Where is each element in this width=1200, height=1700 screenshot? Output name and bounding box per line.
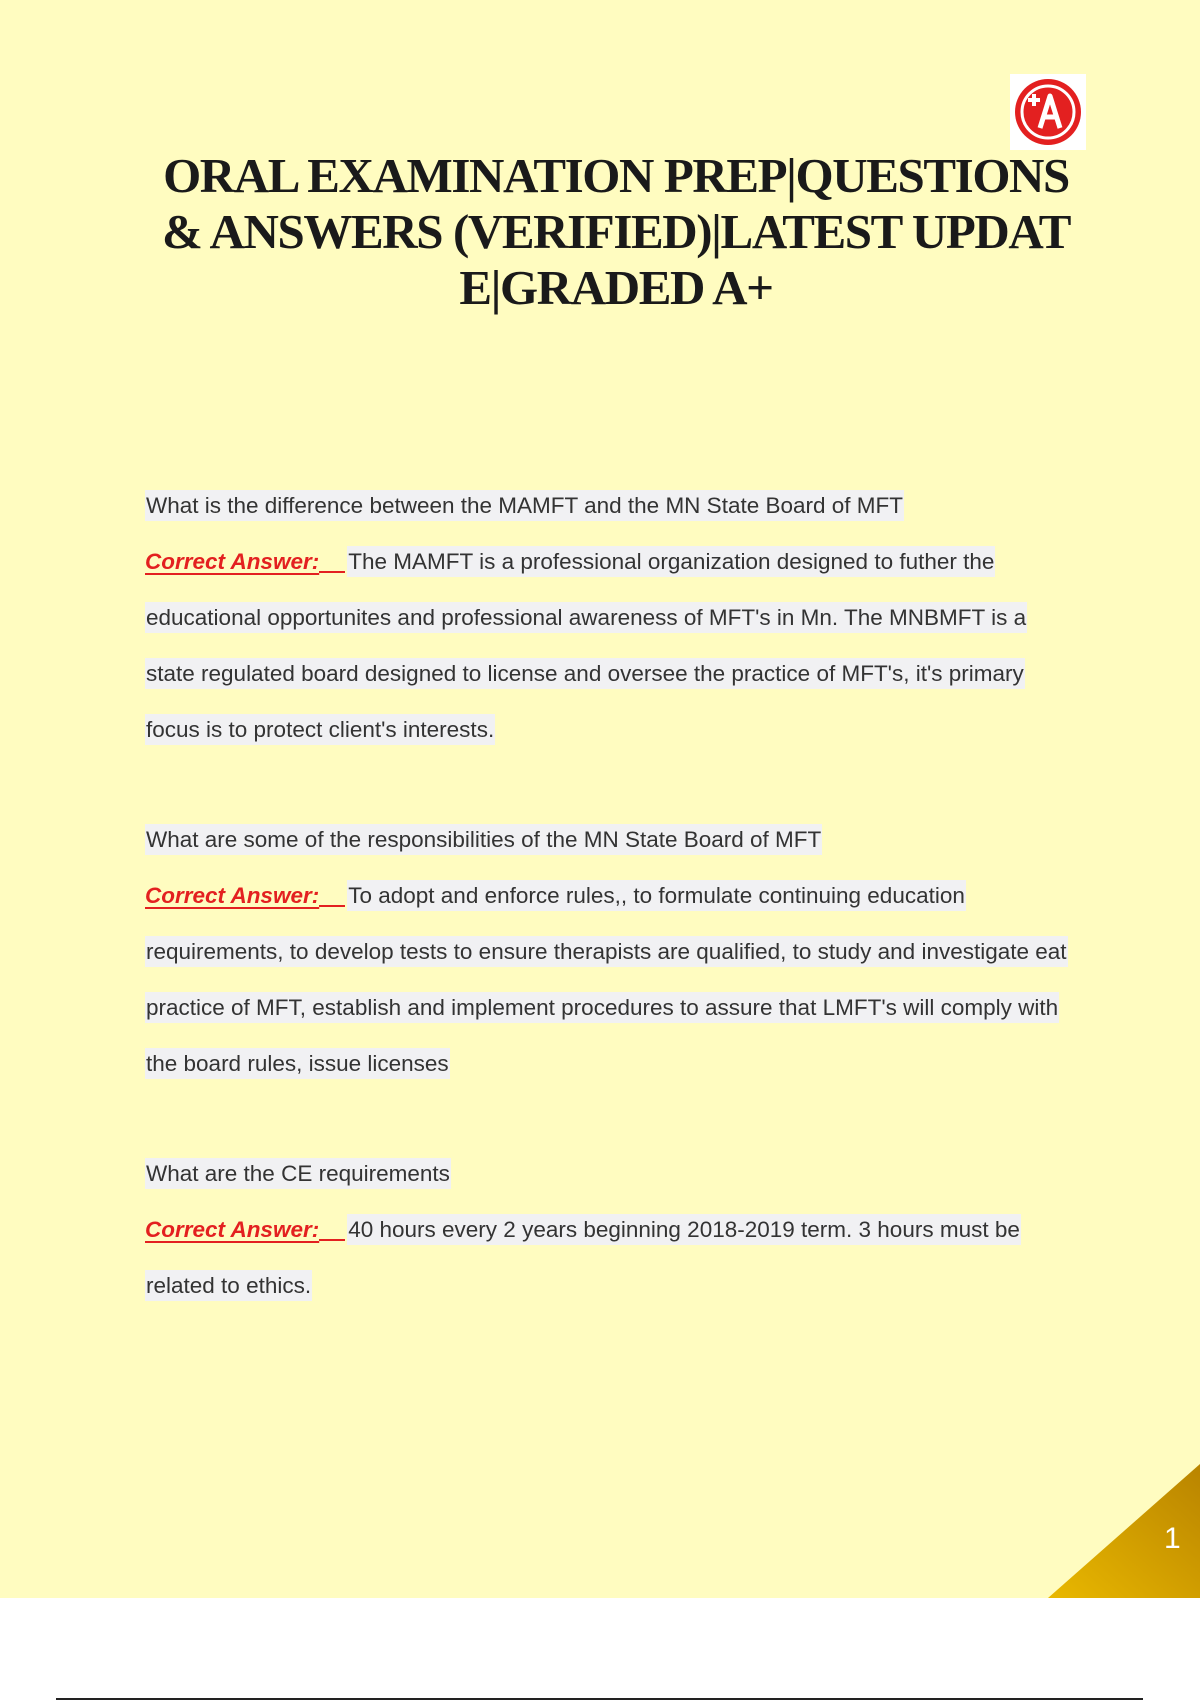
question-line [145,812,1080,868]
answer-line [145,868,1080,1092]
correct-answer-label: Correct Answer: [145,1217,320,1242]
question-line [145,478,1080,534]
answer-line [145,1202,1080,1314]
answer-label-underline [319,905,345,907]
answer-text: To adopt and enforce rules,, to formulate continuing education requirements, to develop tests to ensure therapists are qualified, to study and investigate eat practice of MFT, establish and implement procedures to assure that LMFT's will comply with the board rules, issue licenses [145,880,1068,1079]
answer-line [145,534,1080,758]
qa-item [145,812,1080,1092]
document-title: ORAL EXAMINATION PREP|QUESTIONS & ANSWERS (VERIFIED)|LATEST UPDATE|GRADED A+ [161,148,1070,315]
qa-item [145,478,1080,758]
question-line [145,1146,1080,1202]
answer-label-underline [319,1239,345,1241]
qa-item [145,1146,1080,1314]
correct-answer-label: Correct Answer: [145,883,320,908]
question-text: What are some of the responsibilities of the MN State Board of MFT [145,824,822,855]
answer-label-underline [319,571,345,573]
question-text: What are the CE requirements [145,1158,451,1189]
qa-list [145,478,1080,1368]
page-number: 1 [1164,1522,1181,1555]
answer-text: The MAMFT is a professional organization designed to futher the educational opportunites and professional awareness of MFT's in Mn. The MNBMFT is a state regulated board designed to license and oversee the practice of MFT's, it's primary focus is to protect client's interests. [145,546,1027,745]
a-plus-badge-graphic [1010,74,1086,150]
a-plus-badge-icon [1010,74,1086,150]
question-text: What is the difference between the MAMFT and the MN State Board of MFT [145,490,904,521]
answer-text: 40 hours every 2 years beginning 2018-2019 term. 3 hours must be related to ethics. [145,1214,1021,1301]
correct-answer-label: Correct Answer: [145,549,320,574]
